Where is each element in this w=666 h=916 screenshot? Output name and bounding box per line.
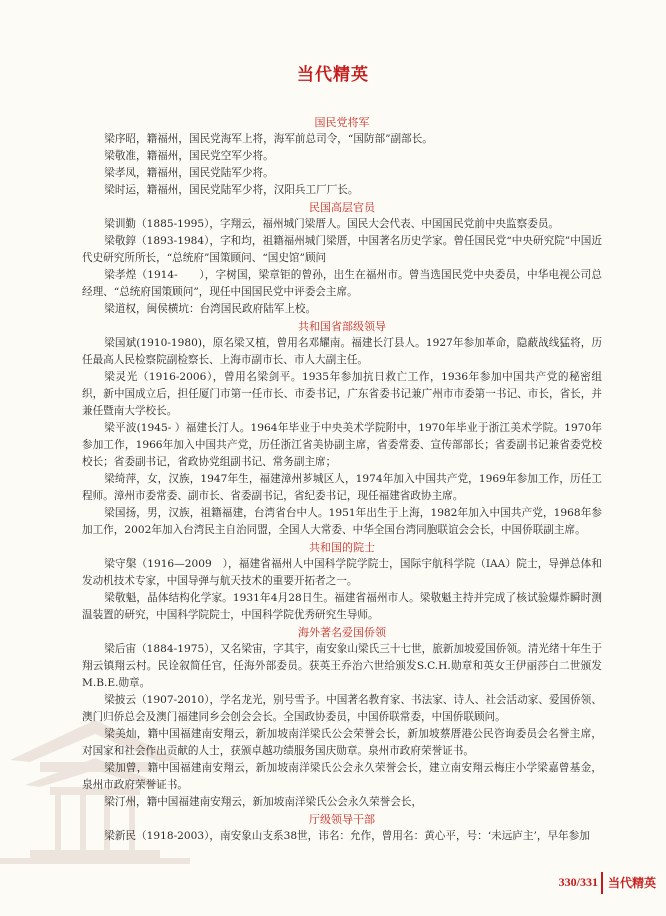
running-footer-label: 当代精英 (608, 876, 657, 890)
biography-paragraph: 梁守槃（1916—2009 ），福建省福州人中国科学院学院士，国际宇航科学院（IAA）院士，导弹总体和发动机技术专家，中国导弹与航天技术的重要开拓者之一。 (82, 558, 602, 587)
section-heading: 共和国的院士 (309, 541, 375, 554)
biography-paragraph: 梁道权，闽侯横坑：台湾国民政府陆军上校。 (104, 303, 317, 315)
section-heading: 厅级领导干部 (309, 813, 375, 826)
biography-paragraph: 梁平波(1945- ）福建长汀人。1964年毕业于中央美术学院附中，1970年毕业于浙江美术学院。1970年参加工作，1966年加入中国共产党，历任浙江省美协副主席，省委常委、宣传部部长；省委副书记兼省委党校校长；省委副书记，省政协党组副书记、常务副主席； (82, 422, 602, 468)
biography-paragraph: 梁汀州，籍中国福建南安翔云，新加坡南洋梁氏公会永久荣誉会长， (104, 796, 423, 808)
biography-paragraph: 梁美灿，籍中国福建南安翔云，新加坡南洋梁氏公会荣誉会长，新加坡蔡厝港公民咨询委员会名誉主席，对国家和社会作出贡献的人士，获颁卓越功绩服务国庆勋章。泉州市政府荣誉证书。 (82, 728, 602, 757)
biography-paragraph: 梁后宙（1884-1975），又名梁宙，字其宇，南安象山梁氏三十七世，旅新加坡爱国侨领。清光绪十年生于翔云镇翔云村。民诠叙简任官，任海外部委员。获英王乔治六世给颁发S.C.H.勋章和英女王伊丽莎白二世颁发M.B.E.勋章。 (82, 643, 602, 689)
page-title: 当代精英 (297, 65, 369, 85)
section-heading: 民国高层官员 (309, 201, 375, 214)
section-heading: 海外著名爱国侨领 (298, 626, 386, 639)
biography-paragraph: 梁孝凤，籍福州，国民党陆军少将。 (104, 167, 274, 179)
page-number: 330/331 (558, 875, 598, 889)
biography-paragraph: 梁训勤（1885-1995），字翔云，福州城门梁厝人。国民大会代表、中国国民党前中央监察委员。 (104, 218, 560, 230)
footer-divider (601, 872, 603, 894)
biography-paragraph: 梁敬魁，晶体结构化学家。1931年4月28日生。福建省福州市人。梁敬魁主持并完成了核试验爆炸瞬时测温装置的研究，中国科学院院士，中国科学院优秀研究生导师。 (82, 592, 602, 621)
biography-paragraph: 梁披云（1907-2010），学名龙光，别号雪予。中国著名教育家、书法家、诗人、社会活动家、爱国侨领、澳门归侨总会及澳门福建同乡会创会会长。全国政协委员，中国侨联常委，中国侨联顾问。 (82, 694, 602, 723)
biography-paragraph: 梁新民（1918-2003），南安象山支系38世，讳名：允作，曾用名：黄心平，号：‘未远庐主’，早年参加 (104, 830, 590, 842)
biography-paragraph: 梁序昭，籍福州，国民党海军上将，海军前总司令，“国防部”副部长。 (104, 133, 433, 145)
section-heading: 国民党将军 (314, 116, 370, 129)
biography-paragraph: 梁敬錞（1893-1984），字和均，祖籍福州城门梁厝，中国著名历史学家。曾任国民党“中央研究院”中国近代史研究所所长，“总统府”国策顾问、“国史馆”顾问 (82, 235, 602, 264)
biography-paragraph: 梁孝煌（1914- ），字树国，梁章钜的曾孙，出生在福州市。曾当选国民党中央委员，中华电视公司总经理、“总统府国策顾问”，现任中国国民党中评委会主席。 (82, 269, 602, 298)
biography-paragraph: 梁国斌(1910-1980)，原名梁又植，曾用名邓耀南。福建长汀县人。1927年参加革命，隐蔽战线猛将，历任最高人民检察院副检察长、上海市副市长、市人大副主任。 (82, 337, 602, 366)
biography-paragraph: 梁敬准，籍福州，国民党空军少将。 (104, 150, 274, 162)
biography-paragraph: 梁时运，籍福州，国民党陆军少将，汉阳兵工厂厂长。 (104, 184, 359, 196)
biography-paragraph: 梁加曾，籍中国福建南安翔云，新加坡南洋梁氏公会永久荣誉会长，建立南安翔云梅庄小学梁嘉曾基金，泉州市政府荣誉证书。 (82, 762, 602, 791)
section-heading: 共和国省部级领导 (298, 320, 386, 333)
article-body (82, 114, 602, 845)
biography-paragraph: 梁绮萍，女，汉族，1947年生，福建漳州芗城区人，1974年加入中国共产党，1969年参加工作，历任工程师。漳州市委常委、副市长、省委副书记，省纪委书记，现任福建省政协主席。 (82, 473, 602, 502)
biography-paragraph: 梁灵光（1916-2006），曾用名梁剑平。1935年参加抗日救亡工作，1936年参加中国共产党的秘密组织，新中国成立后，担任厦门市第一任市长、市委书记，广东省委书记兼广州市市委第一书记、市长，省长，并兼任暨南大学校长。 (82, 371, 602, 417)
biography-paragraph: 梁国扬，男，汉族，祖籍福建，台湾省台中人。1951年出生于上海，1982年加入中国共产党，1968年参加工作，2002年加入台湾民主自治同盟，全国人大常委、中华全国台湾同胞联谊会会长，中国侨联副主席。 (82, 507, 602, 536)
